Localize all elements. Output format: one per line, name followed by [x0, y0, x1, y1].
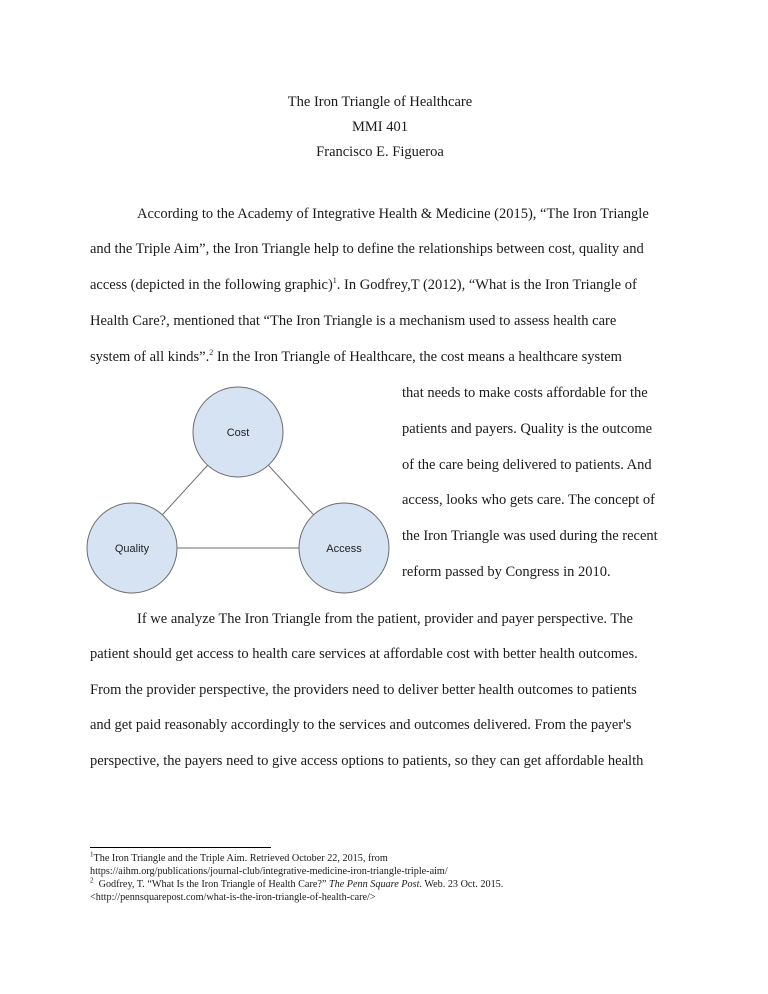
paragraph1-line2: and the Triple Aim”, the Iron Triangle help to define the relationships between cost, quality and — [90, 241, 644, 257]
node-quality-label: Quality — [114, 543, 150, 555]
iron-triangle-diagram — [84, 380, 404, 602]
paragraph1-line5b: In the Iron Triangle of Healthcare, the cost means a healthcare system — [213, 349, 622, 365]
paragraph1-line8: of the care being delivered to patients. And — [402, 457, 652, 473]
footnote-1-number: 1 — [90, 850, 94, 859]
author-name: Francisco E. Figueroa — [316, 144, 444, 160]
iron-triangle-svg — [84, 380, 404, 602]
paragraph1-line5 — [90, 348, 622, 366]
footnote-1-text: The Iron Triangle and the Triple Aim. Retrieved October 22, 2015, from — [93, 853, 388, 864]
paragraph1-line9: access, looks who gets care. The concept of — [402, 492, 655, 508]
paragraph1-line4: Health Care?, mentioned that “The Iron Triangle is a mechanism used to assess health care — [90, 313, 617, 329]
paragraph2-line3: From the provider perspective, the providers need to deliver better health outcomes to patients — [90, 682, 637, 698]
paragraph2-line1: If we analyze The Iron Triangle from the patient, provider and payer perspective. The — [137, 611, 633, 627]
paragraph2-line2: patient should get access to health care services at affordable cost with better health outcomes. — [90, 646, 638, 662]
title-block — [90, 90, 670, 165]
node-access-label: Access — [326, 543, 362, 555]
paragraph1-line11: reform passed by Congress in 2010. — [402, 564, 611, 580]
footnote-ref-2[interactable]: 2 — [209, 348, 214, 358]
paragraph1-line7: patients and payers. Quality is the outcome — [402, 421, 653, 437]
paragraph1-line1: According to the Academy of Integrative Health & Medicine (2015), “The Iron Triangle — [137, 206, 649, 222]
paragraph1-line3 — [90, 276, 637, 294]
paragraph2-line5: perspective, the payers need to give access options to patients, so they can get affordable health — [90, 753, 644, 769]
footnote-ref-1[interactable]: 1 — [332, 276, 337, 286]
footnote-1-url[interactable]: https://aihm.org/publications/journal-club/integrative-medicine-iron-triangle-triple-aim/ — [90, 866, 448, 877]
paragraph2-line4: and get paid reasonably accordingly to the services and outcomes delivered. From the payer's — [90, 717, 632, 733]
paragraph1-line6: that needs to make costs affordable for the — [402, 385, 648, 401]
document-title: The Iron Triangle of Healthcare — [287, 94, 473, 110]
paragraph1-line3b: . In Godfrey,T (2012), “What is the Iron Triangle of — [336, 277, 637, 293]
footnote-2-text-b: . Web. 23 Oct. 2015. — [419, 879, 504, 890]
footnote-2-url[interactable]: <http://pennsquarepost.com/what-is-the-iron-triangle-of-health-care/> — [90, 892, 376, 903]
footnote-separator — [90, 847, 271, 848]
course-code: MMI 401 — [352, 119, 408, 135]
footnote-2-number: 2 — [90, 876, 94, 885]
paragraph1-line5a: system of all kinds”. — [90, 349, 210, 365]
footnote-2 — [90, 876, 504, 891]
footnote-2-text-a: Godfrey, T. “What Is the Iron Triangle of Health Care?” — [93, 879, 329, 890]
paragraph1-line3a: access (depicted in the following graphic) — [90, 277, 333, 293]
footnote-2-publication: The Penn Square Post — [328, 879, 420, 890]
paragraph1-line10: the Iron Triangle was used during the recent — [402, 528, 658, 544]
footnote-1 — [90, 850, 388, 865]
node-cost-label: Cost — [226, 427, 250, 439]
